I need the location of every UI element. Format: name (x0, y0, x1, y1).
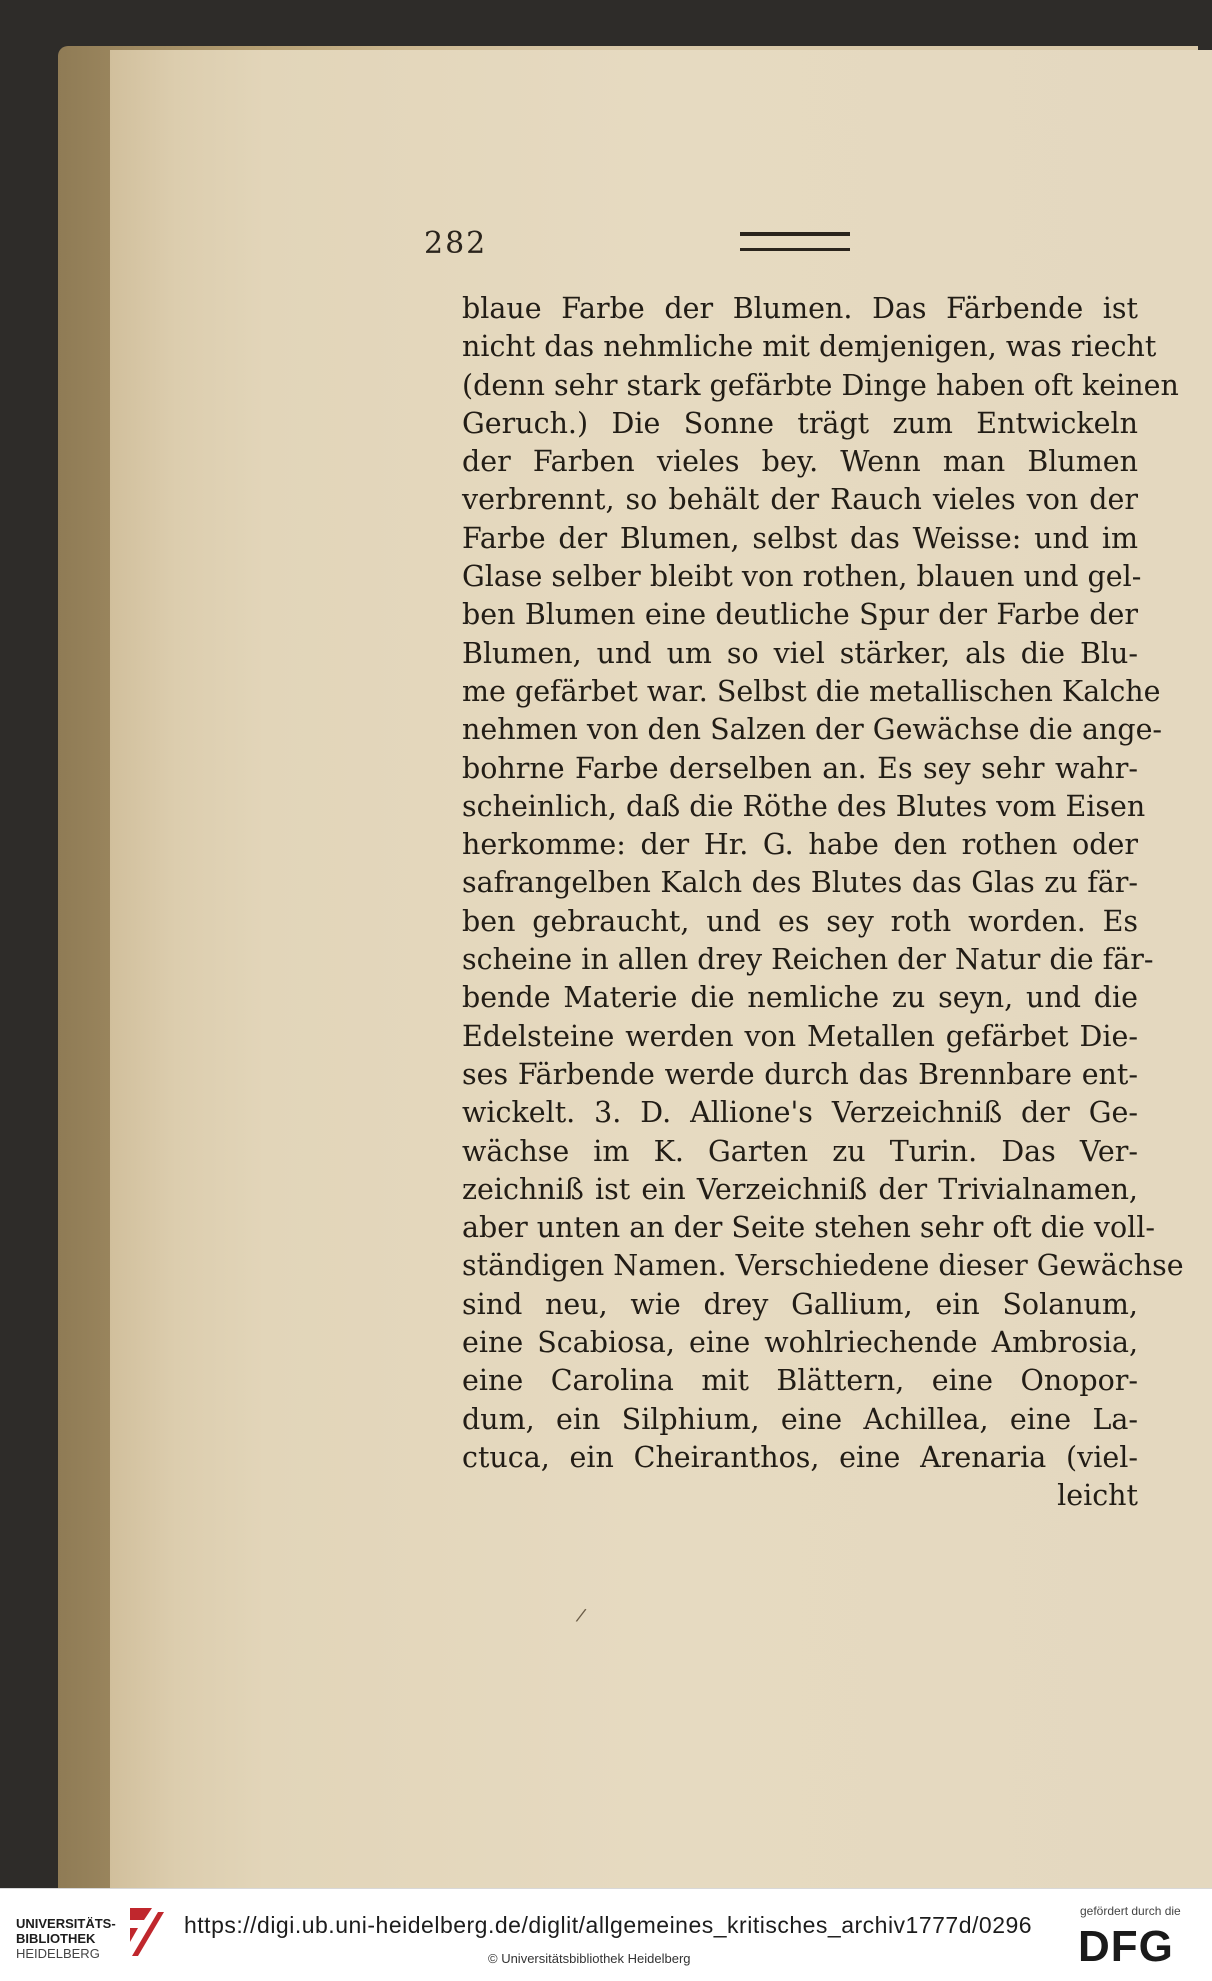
logo-shape-top (130, 1908, 152, 1920)
dfg-logo[interactable]: DFG (1078, 1922, 1174, 1971)
text-line: dum, ein Silphium, eine Achillea, eine La- (462, 1402, 1138, 1436)
text-line: verbrennt, so behält der Rauch vieles von der (462, 483, 1138, 517)
text-line: ben Blumen eine deutliche Spur der Farbe der (462, 598, 1138, 632)
copyright-notice: © Universitätsbibliothek Heidelberg (488, 1951, 691, 1966)
text-line: scheinlich, daß die Röthe des Blutes vom Eisen (462, 789, 1146, 823)
text-line: Glase selber bleibt von rothen, blauen und gel- (462, 560, 1142, 594)
header-rule (740, 232, 850, 251)
text-line: Edelsteine werden von Metallen gefärbet Die- (462, 1019, 1138, 1053)
text-line: eine Carolina mit Blättern, eine Onopor- (462, 1364, 1138, 1398)
permalink-url[interactable]: https://digi.ub.uni-heidelberg.de/diglit/allgemeines_kritisches_archiv1777d/0296 (184, 1912, 1033, 1938)
text-line: ses Färbende werde durch das Brennbare ent- (462, 1057, 1138, 1091)
text-line: scheine in allen drey Reichen der Natur die fär- (462, 943, 1154, 977)
funder-caption: gefördert durch die (1080, 1904, 1181, 1918)
logo-shape-bottom (130, 1928, 138, 1942)
library-name-line1: UNIVERSITÄTS- (16, 1916, 116, 1931)
text-line: ctuca, ein Cheiranthos, eine Arenaria (viel- (462, 1440, 1138, 1474)
body-text (462, 290, 1184, 1516)
library-name-line3: HEIDELBERG (16, 1946, 100, 1961)
text-line: herkomme: der Hr. G. habe den rothen oder (462, 828, 1138, 862)
text-line: Farbe der Blumen, selbst das Weisse: und im (462, 521, 1138, 555)
text-line: safrangelben Kalch des Blutes das Glas zu fär- (462, 866, 1138, 900)
text-line: bende Materie die nemliche zu seyn, und die (462, 981, 1138, 1015)
ink-mark: / (574, 1604, 588, 1627)
text-line: ständigen Namen. Verschiedene dieser Gewächse (462, 1249, 1184, 1283)
text-line: Blumen, und um so viel stärker, als die Blu- (462, 636, 1138, 670)
text-line: aber unten an der Seite stehen sehr oft die voll- (462, 1211, 1156, 1245)
text-line: der Farben vieles bey. Wenn man Blumen (462, 445, 1138, 479)
text-line: zeichniß ist ein Verzeichniß der Trivialnamen, (462, 1172, 1138, 1206)
text-line: ben gebraucht, und es sey roth worden. Es (462, 904, 1138, 938)
text-line: (denn sehr stark gefärbte Dinge haben oft keinen (462, 368, 1179, 402)
catchword: leicht (1057, 1479, 1138, 1513)
text-line: wächse im K. Garten zu Turin. Das Ver- (462, 1134, 1138, 1168)
text-line: Geruch.) Die Sonne trägt zum Entwickeln (462, 406, 1138, 440)
text-line: nicht das nehmliche mit demjenigen, was riecht (462, 330, 1157, 364)
library-logo-icon[interactable] (124, 1904, 168, 1960)
text-line: blaue Farbe der Blumen. Das Färbende ist (462, 292, 1138, 325)
library-logo-text[interactable] (16, 1916, 116, 1961)
text-line: bohrne Farbe derselben an. Es sey sehr wahr- (462, 751, 1138, 785)
text-line: eine Scabiosa, eine wohlriechende Ambrosia, (462, 1326, 1138, 1360)
text-line: sind neu, wie drey Gallium, ein Solanum, (462, 1287, 1138, 1321)
library-name-line2: BIBLIOTHEK (16, 1931, 96, 1946)
text-line: wickelt. 3. D. Allione's Verzeichniß der Ge- (462, 1096, 1138, 1130)
text-line: nehmen von den Salzen der Gewächse die ange- (462, 713, 1163, 747)
page-number: 282 (424, 226, 488, 261)
text-line: me gefärbet war. Selbst die metallischen Kalche (462, 674, 1161, 708)
